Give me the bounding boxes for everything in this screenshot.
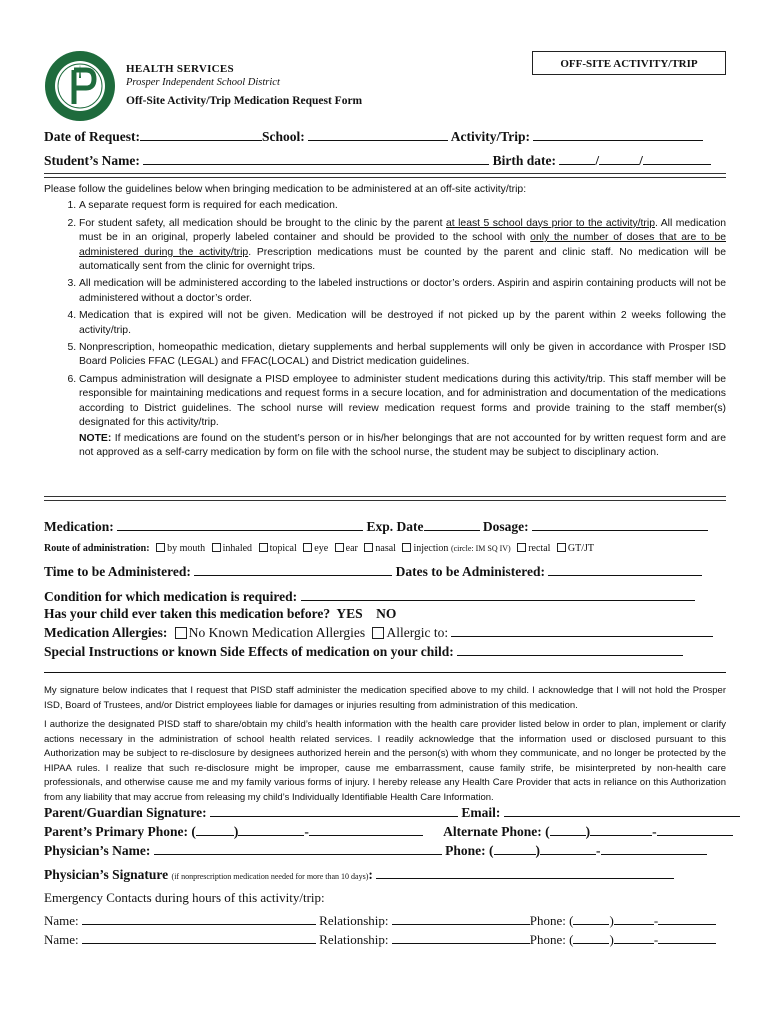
emergency-phone-number[interactable] (658, 932, 716, 944)
district-name: Prosper Independent School District (126, 77, 280, 88)
route-checkbox[interactable] (259, 543, 268, 552)
route-checkbox[interactable] (212, 543, 221, 552)
allergic-to-field[interactable] (451, 625, 713, 637)
primary-phone-number[interactable] (309, 824, 423, 836)
emergency-relationship-field[interactable] (392, 913, 530, 925)
primary-phone-prefix[interactable] (238, 824, 304, 836)
route-label: Route of administration: (44, 543, 150, 554)
guideline-item: 6. Campus administration will designate a PISD employee to administer student medications during this activity/trip. This staff member will be responsible for maintaining medications and request forms in a secure location, and for administration and documentation of the medications according to District guidelines. The school nurse will review medication request forms and provide training to the staff member(s) designated for this activity/trip. (79, 373, 726, 431)
special-instructions-label: Special Instructions or known Side Effects of medication on your child: (44, 644, 454, 659)
emergency-phone-number[interactable] (658, 913, 716, 925)
activity-label: Activity/Trip: (450, 129, 530, 144)
guidelines-intro: Please follow the guidelines below when bringing medication to be administered at an off-site activity/trip: (44, 184, 527, 195)
dates-field[interactable] (548, 564, 702, 576)
no-known-allergies-checkbox[interactable] (175, 627, 187, 639)
school-label: School: (261, 129, 305, 144)
physician-phone-label: Phone: (445, 843, 486, 858)
route-checkbox[interactable] (557, 543, 566, 552)
emergency-area-code[interactable] (573, 932, 609, 944)
guideline-item: 4. Medication that is expired will not be given. Medication will be destroyed if not picked up by the parent within 2 weeks following the activity/trip. (79, 309, 726, 338)
emergency-contact-row: Name: Relationship: Phone: ( ) - (44, 913, 716, 929)
medication-label: Medication: (44, 519, 114, 534)
no-option[interactable]: NO (376, 606, 397, 621)
allergies-row: Medication Allergies: No Known Medication Allergies Allergic to: (44, 625, 726, 641)
taken-before-label: Has your child ever taken this medication before? (44, 606, 331, 621)
medication-row (44, 519, 726, 535)
special-instructions-line[interactable] (44, 672, 726, 673)
guideline-item: 3. All medication will be administered according to the labeled instructions or doctor’s orders. Aspirin and aspirin containing products will not be administered without a doctor’s order. (79, 277, 726, 306)
guideline-item: 5. Nonprescription, homeopathic medication, dietary supplements and herbal supplements will only be given in accordance with Prosper ISD Board Policies FFAC (LEGAL) and FFAC(LOCAL) and District medication guidelines. (79, 341, 726, 370)
emergency-phone-prefix[interactable] (614, 913, 654, 925)
student-name-field[interactable] (143, 153, 489, 165)
alternate-phone-label: Alternate Phone: (443, 824, 542, 839)
physician-area-code[interactable] (494, 843, 536, 855)
physician-phone-number[interactable] (601, 843, 707, 855)
birth-year-field[interactable] (643, 153, 711, 165)
birth-date-label: Birth date: (492, 153, 556, 168)
emergency-area-code[interactable] (573, 913, 609, 925)
dosage-label: Dosage: (482, 519, 529, 534)
medication-field[interactable] (117, 519, 363, 531)
alternate-phone-number[interactable] (657, 824, 733, 836)
guideline-item: 1. A separate request form is required for each medication. (79, 199, 726, 213)
email-field[interactable] (504, 805, 740, 817)
route-checkbox[interactable] (364, 543, 373, 552)
district-seal-logo (44, 50, 116, 122)
emergency-phone-prefix[interactable] (614, 932, 654, 944)
parent-signature-row (44, 805, 726, 821)
physician-row: Physician’s Name: Phone: ( ) - (44, 843, 726, 859)
physician-signature-note: (if nonprescription medication needed for more than 10 days) (171, 872, 369, 881)
emergency-contact-row: Name: Relationship: Phone: ( ) - (44, 932, 716, 948)
section-divider (44, 496, 726, 501)
taken-before-row (44, 606, 726, 622)
alternate-area-code[interactable] (550, 824, 586, 836)
yes-option[interactable]: YES (336, 606, 363, 621)
primary-phone-label: Parent’s Primary Phone: (44, 824, 188, 839)
route-checkbox[interactable] (335, 543, 344, 552)
condition-label: Condition for which medication is required: (44, 589, 298, 604)
student-name-label: Student’s Name: (44, 153, 140, 168)
physician-signature-label: Physician’s Signature (44, 867, 169, 882)
route-checkbox[interactable] (402, 543, 411, 552)
route-of-administration: Route of administration: by mouth inhaled topical eye ear nasal injection (circle: IM SQ IV) rectal GT/JT (44, 543, 595, 554)
parent-signature-label: Parent/Guardian Signature: (44, 805, 207, 820)
allergies-label: Medication Allergies: (44, 625, 168, 640)
dosage-field[interactable] (532, 519, 708, 531)
physician-signature-row: Physician’s Signature (if nonprescription medication needed for more than 10 days): (44, 867, 726, 883)
email-label: Email: (461, 805, 501, 820)
route-checkbox[interactable] (517, 543, 526, 552)
liability-paragraph: My signature below indicates that I request that PISD staff administer the medication specified above to my child. I acknowledge that I will not hold the Prosper ISD, Board of Trustees, and/or District employees liable for damages or injuries resulting from administration of this medication. (44, 685, 726, 711)
section-divider (44, 173, 726, 178)
birth-month-field[interactable] (559, 153, 595, 165)
alternate-phone-prefix[interactable] (590, 824, 652, 836)
student-info-row: Student’s Name: Birth date: / / (44, 153, 726, 169)
physician-name-label: Physician’s Name: (44, 843, 151, 858)
physician-phone-prefix[interactable] (540, 843, 596, 855)
emergency-relationship-field[interactable] (392, 932, 530, 944)
request-info-row (44, 129, 726, 145)
guidelines-section (44, 183, 726, 460)
exp-date-field[interactable] (424, 519, 480, 531)
condition-field[interactable] (301, 589, 695, 601)
activity-field[interactable] (533, 129, 703, 141)
parent-signature-field[interactable] (210, 805, 458, 817)
physician-name-field[interactable] (154, 843, 442, 855)
administration-times-row (44, 564, 726, 580)
emergency-name-field[interactable] (82, 913, 316, 925)
date-field[interactable] (140, 129, 262, 141)
birth-day-field[interactable] (599, 153, 639, 165)
time-field[interactable] (194, 564, 392, 576)
route-checkbox[interactable] (303, 543, 312, 552)
exp-date-label: Exp. Date (366, 519, 424, 534)
special-instructions-field[interactable] (457, 644, 683, 656)
route-checkbox[interactable] (156, 543, 165, 552)
dates-label: Dates to be Administered: (395, 564, 545, 579)
emergency-name-field[interactable] (82, 932, 316, 944)
date-label: Date of Request: (44, 129, 140, 144)
injection-note: (circle: IM SQ IV) (450, 544, 511, 553)
emergency-contacts-title: Emergency Contacts during hours of this activity/trip: (44, 890, 325, 905)
allergic-to-checkbox[interactable] (372, 627, 384, 639)
school-field[interactable] (308, 129, 448, 141)
form-title: Off-Site Activity/Trip Medication Request Form (126, 95, 363, 107)
hipaa-authorization-paragraph: I authorize the designated PISD staff to share/obtain my child’s health information with the health care provider listed below in order to plan, implement or clarify actions necessary in the administration of school health related services. I readily acknowledge that the information used or disclosed pursuant to this Authorization may be subject to re-disclosure by designees authorized herein and the person(s) with whom they communicate, and no longer be protected by the HIPAA rules. I realize that such re-disclosure might be improper, cause me embarrassment, cause family strife, be misinterpreted by non-health care professionals, and otherwise cause me and my family various forms of injury. I hereby release any Health Care Provider that acts in reliance on this Authorization from any liability that may accrue from releasing my child’s Individually Identifiable Health Care Information. (44, 719, 726, 803)
form-type-badge: OFF-SITE ACTIVITY/TRIP (532, 51, 726, 75)
condition-row (44, 589, 726, 605)
note-paragraph: NOTE: If medications are found on the student’s person or in his/her belongings that are not accounted for by written request form and are not approved as a self-carry medication by form on file with the school nurse, the student may be subject to disciplinary action. (79, 432, 726, 458)
form-header (126, 62, 362, 108)
special-instructions-row (44, 644, 726, 660)
time-label: Time to be Administered: (44, 564, 191, 579)
physician-signature-field[interactable] (376, 867, 674, 879)
parent-phone-row: Parent’s Primary Phone: ( ) - Alternate Phone: ( ) - (44, 824, 726, 840)
primary-area-code[interactable] (196, 824, 234, 836)
guideline-item: 2. For student safety, all medication should be brought to the clinic by the parent at least 5 school days prior to the activity/trip. All medication must be in an original, properly labeled container and should be provided to the school with only the number of doses that are to be administered during the activity/trip. Prescription medications must be counted by the parent and clinic staff. No medication will be automatically sent from the clinic for overnight trips. (79, 217, 726, 275)
dept-title: HEALTH SERVICES (126, 63, 234, 75)
